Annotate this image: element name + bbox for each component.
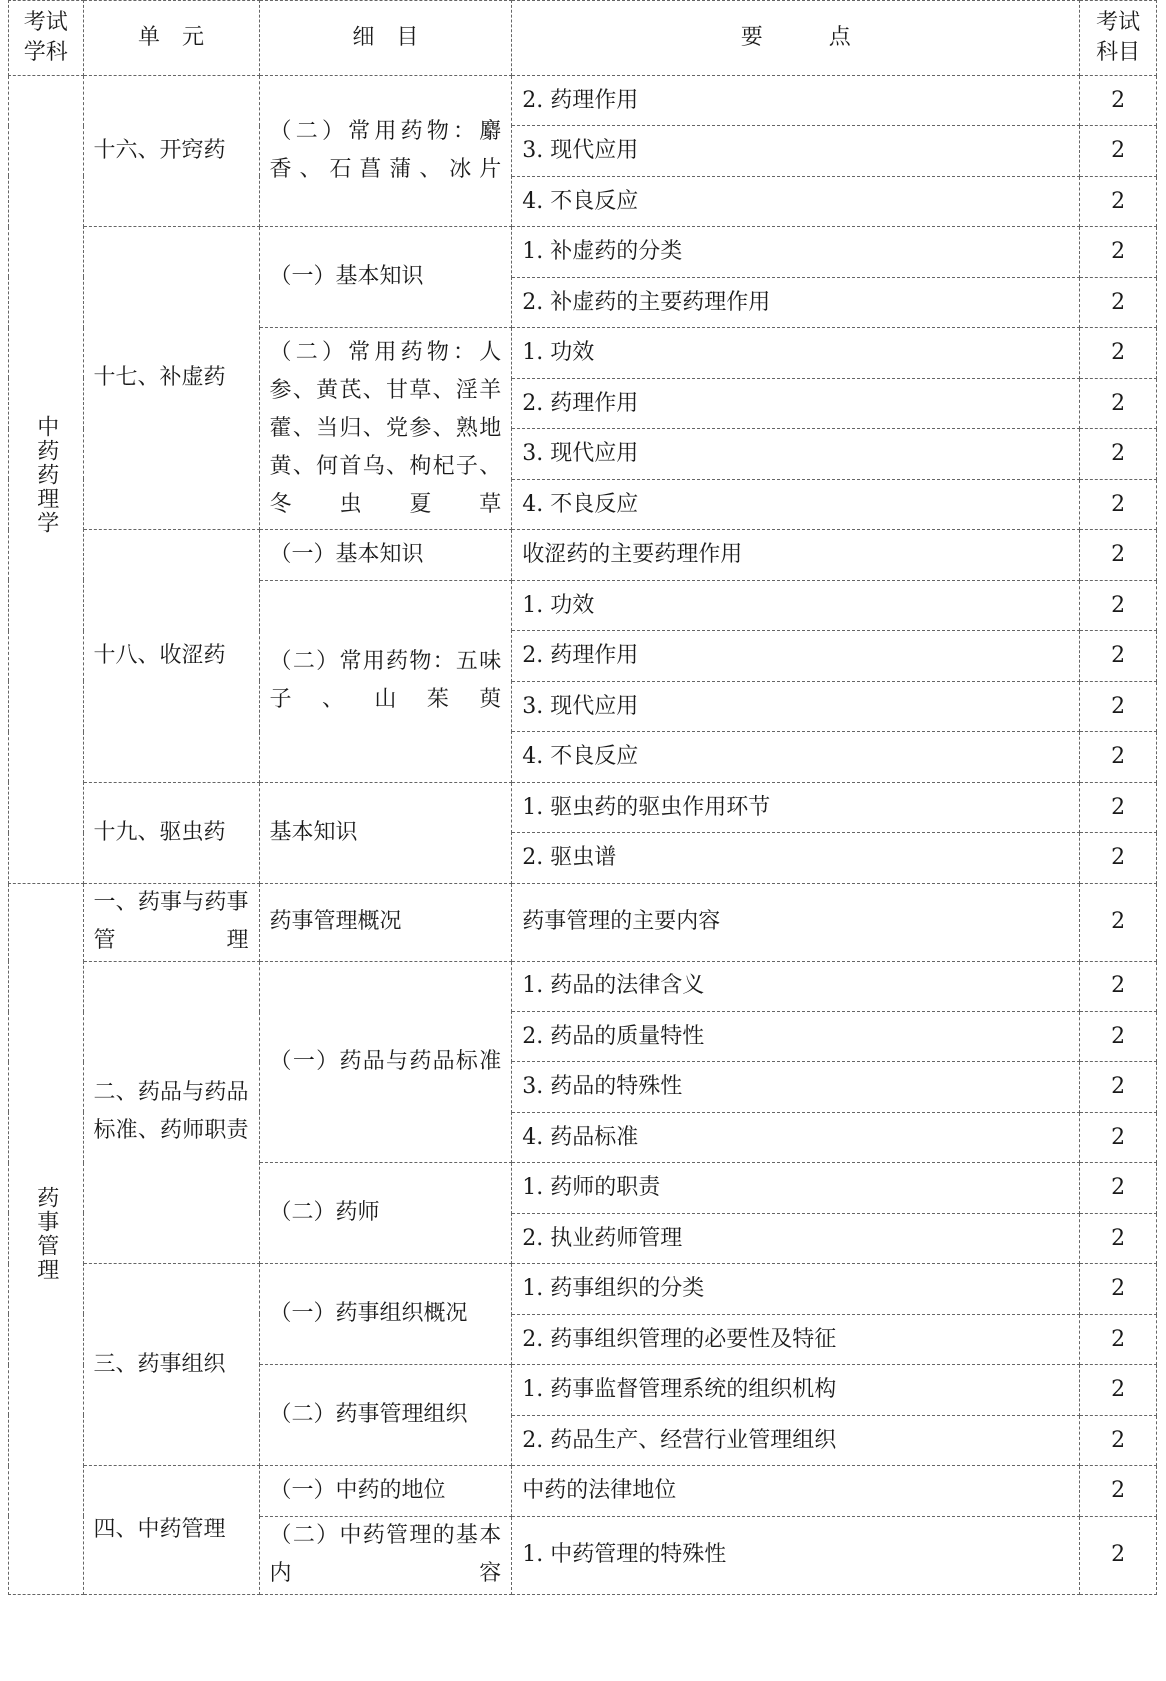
point-cell: 1. 药品的法律含义 — [512, 961, 1080, 1011]
point-cell: 1. 驱虫药的驱虫作用环节 — [512, 782, 1080, 832]
point-cell: 1. 中药管理的特殊性 — [512, 1516, 1080, 1594]
unit-cell: 四、中药管理 — [83, 1466, 259, 1595]
point-cell: 2. 药理作用 — [512, 378, 1080, 428]
score-cell: 2 — [1080, 479, 1157, 529]
score-cell: 2 — [1080, 961, 1157, 1011]
syllabus-table — [8, 0, 1157, 1595]
item-text: （二）中药管理的基本内容 — [269, 1523, 502, 1587]
point-cell: 2. 驱虫谱 — [512, 833, 1080, 883]
subject-cell — [9, 76, 84, 884]
point-cell: 2. 药品生产、经营行业管理组织 — [512, 1415, 1080, 1465]
item-cell: 药事管理概况 — [259, 883, 512, 961]
point-cell: 2. 补虚药的主要药理作用 — [512, 277, 1080, 327]
subject-cell — [9, 883, 84, 1594]
score-cell: 2 — [1080, 1516, 1157, 1594]
score-cell: 2 — [1080, 1163, 1157, 1213]
unit-cell — [83, 883, 259, 961]
point-cell: 1. 药事组织的分类 — [512, 1264, 1080, 1314]
score-cell: 2 — [1080, 76, 1157, 126]
score-cell: 2 — [1080, 580, 1157, 630]
score-cell: 2 — [1080, 176, 1157, 226]
score-cell: 2 — [1080, 1062, 1157, 1112]
table-row — [9, 1264, 1157, 1314]
item-cell: （一）基本知识 — [259, 227, 512, 328]
unit-cell — [83, 961, 259, 1264]
item-cell: （一）中药的地位 — [259, 1466, 512, 1516]
point-cell: 1. 药事监督管理系统的组织机构 — [512, 1365, 1080, 1415]
unit-text: 一、药事与药事管理 — [93, 890, 249, 954]
score-cell: 2 — [1080, 1365, 1157, 1415]
item-text: （二）常用药物：麝香、石菖蒲、冰片 — [269, 119, 502, 183]
point-cell: 2. 药品的质量特性 — [512, 1012, 1080, 1062]
item-text: （二）常用药物：人参、黄芪、甘草、淫羊藿、当归、党参、熟地黄、何首乌、枸杞子、冬虫夏草 — [269, 339, 502, 517]
header-score: 考试 科目 — [1080, 1, 1157, 76]
score-cell: 2 — [1080, 681, 1157, 731]
score-cell: 2 — [1080, 1213, 1157, 1263]
table-row — [9, 961, 1157, 1011]
point-cell: 4. 不良反应 — [512, 176, 1080, 226]
score-cell: 2 — [1080, 1466, 1157, 1516]
point-cell: 1. 药师的职责 — [512, 1163, 1080, 1213]
score-cell: 2 — [1080, 631, 1157, 681]
point-cell: 药事管理的主要内容 — [512, 883, 1080, 961]
item-cell: （二）药事管理组织 — [259, 1365, 512, 1466]
score-cell: 2 — [1080, 782, 1157, 832]
table-row — [9, 530, 1157, 580]
score-cell: 2 — [1080, 530, 1157, 580]
score-cell: 2 — [1080, 1012, 1157, 1062]
item-cell: （一）基本知识 — [259, 530, 512, 580]
point-cell: 3. 现代应用 — [512, 429, 1080, 479]
point-cell: 收涩药的主要药理作用 — [512, 530, 1080, 580]
score-cell: 2 — [1080, 1112, 1157, 1162]
header-row — [9, 1, 1157, 76]
header-subject: 考试 学科 — [9, 1, 84, 76]
item-cell — [259, 1516, 512, 1594]
score-cell: 2 — [1080, 126, 1157, 176]
unit-cell: 十八、收涩药 — [83, 530, 259, 782]
table-row — [9, 76, 1157, 126]
point-cell: 3. 药品的特殊性 — [512, 1062, 1080, 1112]
subject-label: 药事管理 — [33, 1186, 59, 1283]
score-cell: 2 — [1080, 378, 1157, 428]
point-cell: 3. 现代应用 — [512, 681, 1080, 731]
item-cell — [259, 961, 512, 1163]
item-text: （一）药品与药品标准 — [269, 1048, 502, 1074]
item-cell — [259, 580, 512, 782]
header-item: 细 目 — [259, 1, 512, 76]
point-cell: 2. 药事组织管理的必要性及特征 — [512, 1314, 1080, 1364]
point-cell: 1. 功效 — [512, 328, 1080, 378]
point-cell: 2. 药理作用 — [512, 76, 1080, 126]
unit-cell: 十六、开窍药 — [83, 76, 259, 227]
header-unit: 单 元 — [83, 1, 259, 76]
score-cell: 2 — [1080, 732, 1157, 782]
score-cell: 2 — [1080, 328, 1157, 378]
table-row — [9, 227, 1157, 277]
score-cell: 2 — [1080, 883, 1157, 961]
point-cell: 3. 现代应用 — [512, 126, 1080, 176]
item-cell: （二）药师 — [259, 1163, 512, 1264]
table-row — [9, 782, 1157, 832]
item-cell: 基本知识 — [259, 782, 512, 883]
score-cell: 2 — [1080, 227, 1157, 277]
point-cell: 4. 不良反应 — [512, 732, 1080, 782]
item-cell — [259, 328, 512, 530]
point-cell: 2. 药理作用 — [512, 631, 1080, 681]
score-cell: 2 — [1080, 1415, 1157, 1465]
item-text: （二）常用药物：五味子、山茱萸 — [269, 649, 502, 713]
score-cell: 2 — [1080, 429, 1157, 479]
point-cell: 1. 功效 — [512, 580, 1080, 630]
unit-cell: 十七、补虚药 — [83, 227, 259, 530]
item-cell — [259, 76, 512, 227]
unit-cell: 三、药事组织 — [83, 1264, 259, 1466]
table-row — [9, 1466, 1157, 1516]
point-cell: 2. 执业药师管理 — [512, 1213, 1080, 1263]
subject-label: 中药药理学 — [33, 414, 59, 535]
score-cell: 2 — [1080, 1314, 1157, 1364]
unit-cell: 十九、驱虫药 — [83, 782, 259, 883]
point-cell: 中药的法律地位 — [512, 1466, 1080, 1516]
table-row — [9, 883, 1157, 961]
point-cell: 4. 不良反应 — [512, 479, 1080, 529]
item-cell: （一）药事组织概况 — [259, 1264, 512, 1365]
score-cell: 2 — [1080, 277, 1157, 327]
score-cell: 2 — [1080, 1264, 1157, 1314]
header-point: 要 点 — [512, 1, 1080, 76]
point-cell: 4. 药品标准 — [512, 1112, 1080, 1162]
unit-text: 二、药品与药品标准、药师职责 — [93, 1080, 249, 1144]
point-cell: 1. 补虚药的分类 — [512, 227, 1080, 277]
score-cell: 2 — [1080, 833, 1157, 883]
